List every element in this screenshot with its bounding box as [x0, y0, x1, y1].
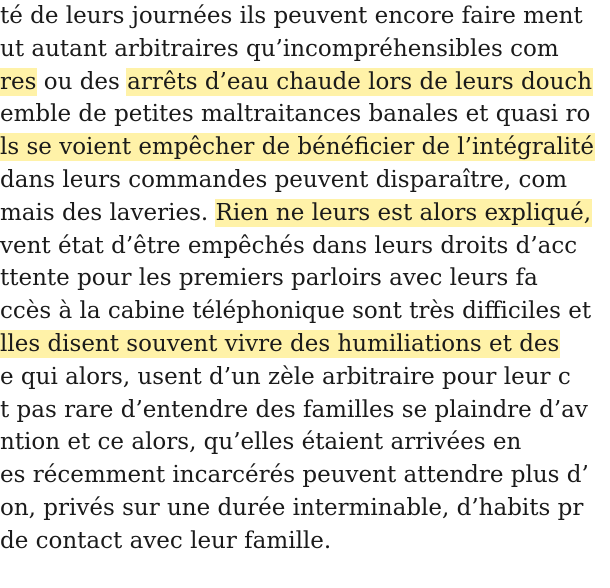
text-segment: t pas rare d’entendre des familles se plaindre d’av — [0, 396, 588, 423]
text-line — [0, 295, 610, 328]
text-line — [0, 33, 610, 66]
text-line — [0, 0, 610, 33]
highlighted-text: res — [0, 68, 37, 95]
text-line — [0, 492, 610, 525]
text-segment: emble de petites maltraitances banales et quasi ro — [0, 101, 591, 128]
text-line — [0, 262, 610, 295]
text-segment: de contact avec leur famille. — [0, 527, 332, 554]
text-segment: vent état d’être empêchés dans leurs droits d’acc — [0, 232, 578, 259]
text-line — [0, 98, 610, 131]
text-segment: e qui alors, usent d’un zèle arbitraire pour leur c — [0, 363, 571, 390]
text-segment: on, privés sur une durée interminable, d’habits pr — [0, 494, 584, 521]
text-segment: ccès à la cabine téléphonique sont très difficiles et — [0, 298, 592, 325]
highlighted-text: ls se voient empêcher de bénéficier de l’intégralité — [0, 134, 594, 161]
text-line — [0, 66, 610, 99]
text-segment: ut autant arbitraires qu’incompréhensibles com — [0, 35, 559, 62]
text-segment: té de leurs journées ils peuvent encore faire ment — [0, 3, 583, 29]
text-segment: dans leurs commandes peuvent disparaître, com — [0, 166, 568, 193]
text-segment: ntion et ce alors, qu’elles étaient arrivées en — [0, 429, 522, 456]
text-segment: es récemment incarcérés peuvent attendre plus d’ — [0, 462, 589, 489]
highlighted-text: lles disent souvent vivre des humiliations et des — [0, 330, 560, 357]
text-line — [0, 197, 610, 230]
text-line — [0, 459, 610, 492]
highlighted-text: arrêts d’eau chaude lors de leurs douch — [127, 68, 593, 95]
text-line — [0, 525, 610, 558]
highlighted-text: Rien ne leurs est alors expliqué, — [215, 199, 592, 226]
text-line — [0, 394, 610, 427]
text-line — [0, 230, 610, 263]
text-segment: mais des laveries. — [0, 199, 216, 226]
text-segment: ttente pour les premiers parloirs avec leurs fa — [0, 265, 538, 292]
text-line — [0, 164, 610, 197]
text-line — [0, 426, 610, 459]
text-line — [0, 361, 610, 394]
text-line — [0, 131, 610, 164]
text-line — [0, 328, 610, 361]
text-segment: ou des — [36, 68, 128, 95]
